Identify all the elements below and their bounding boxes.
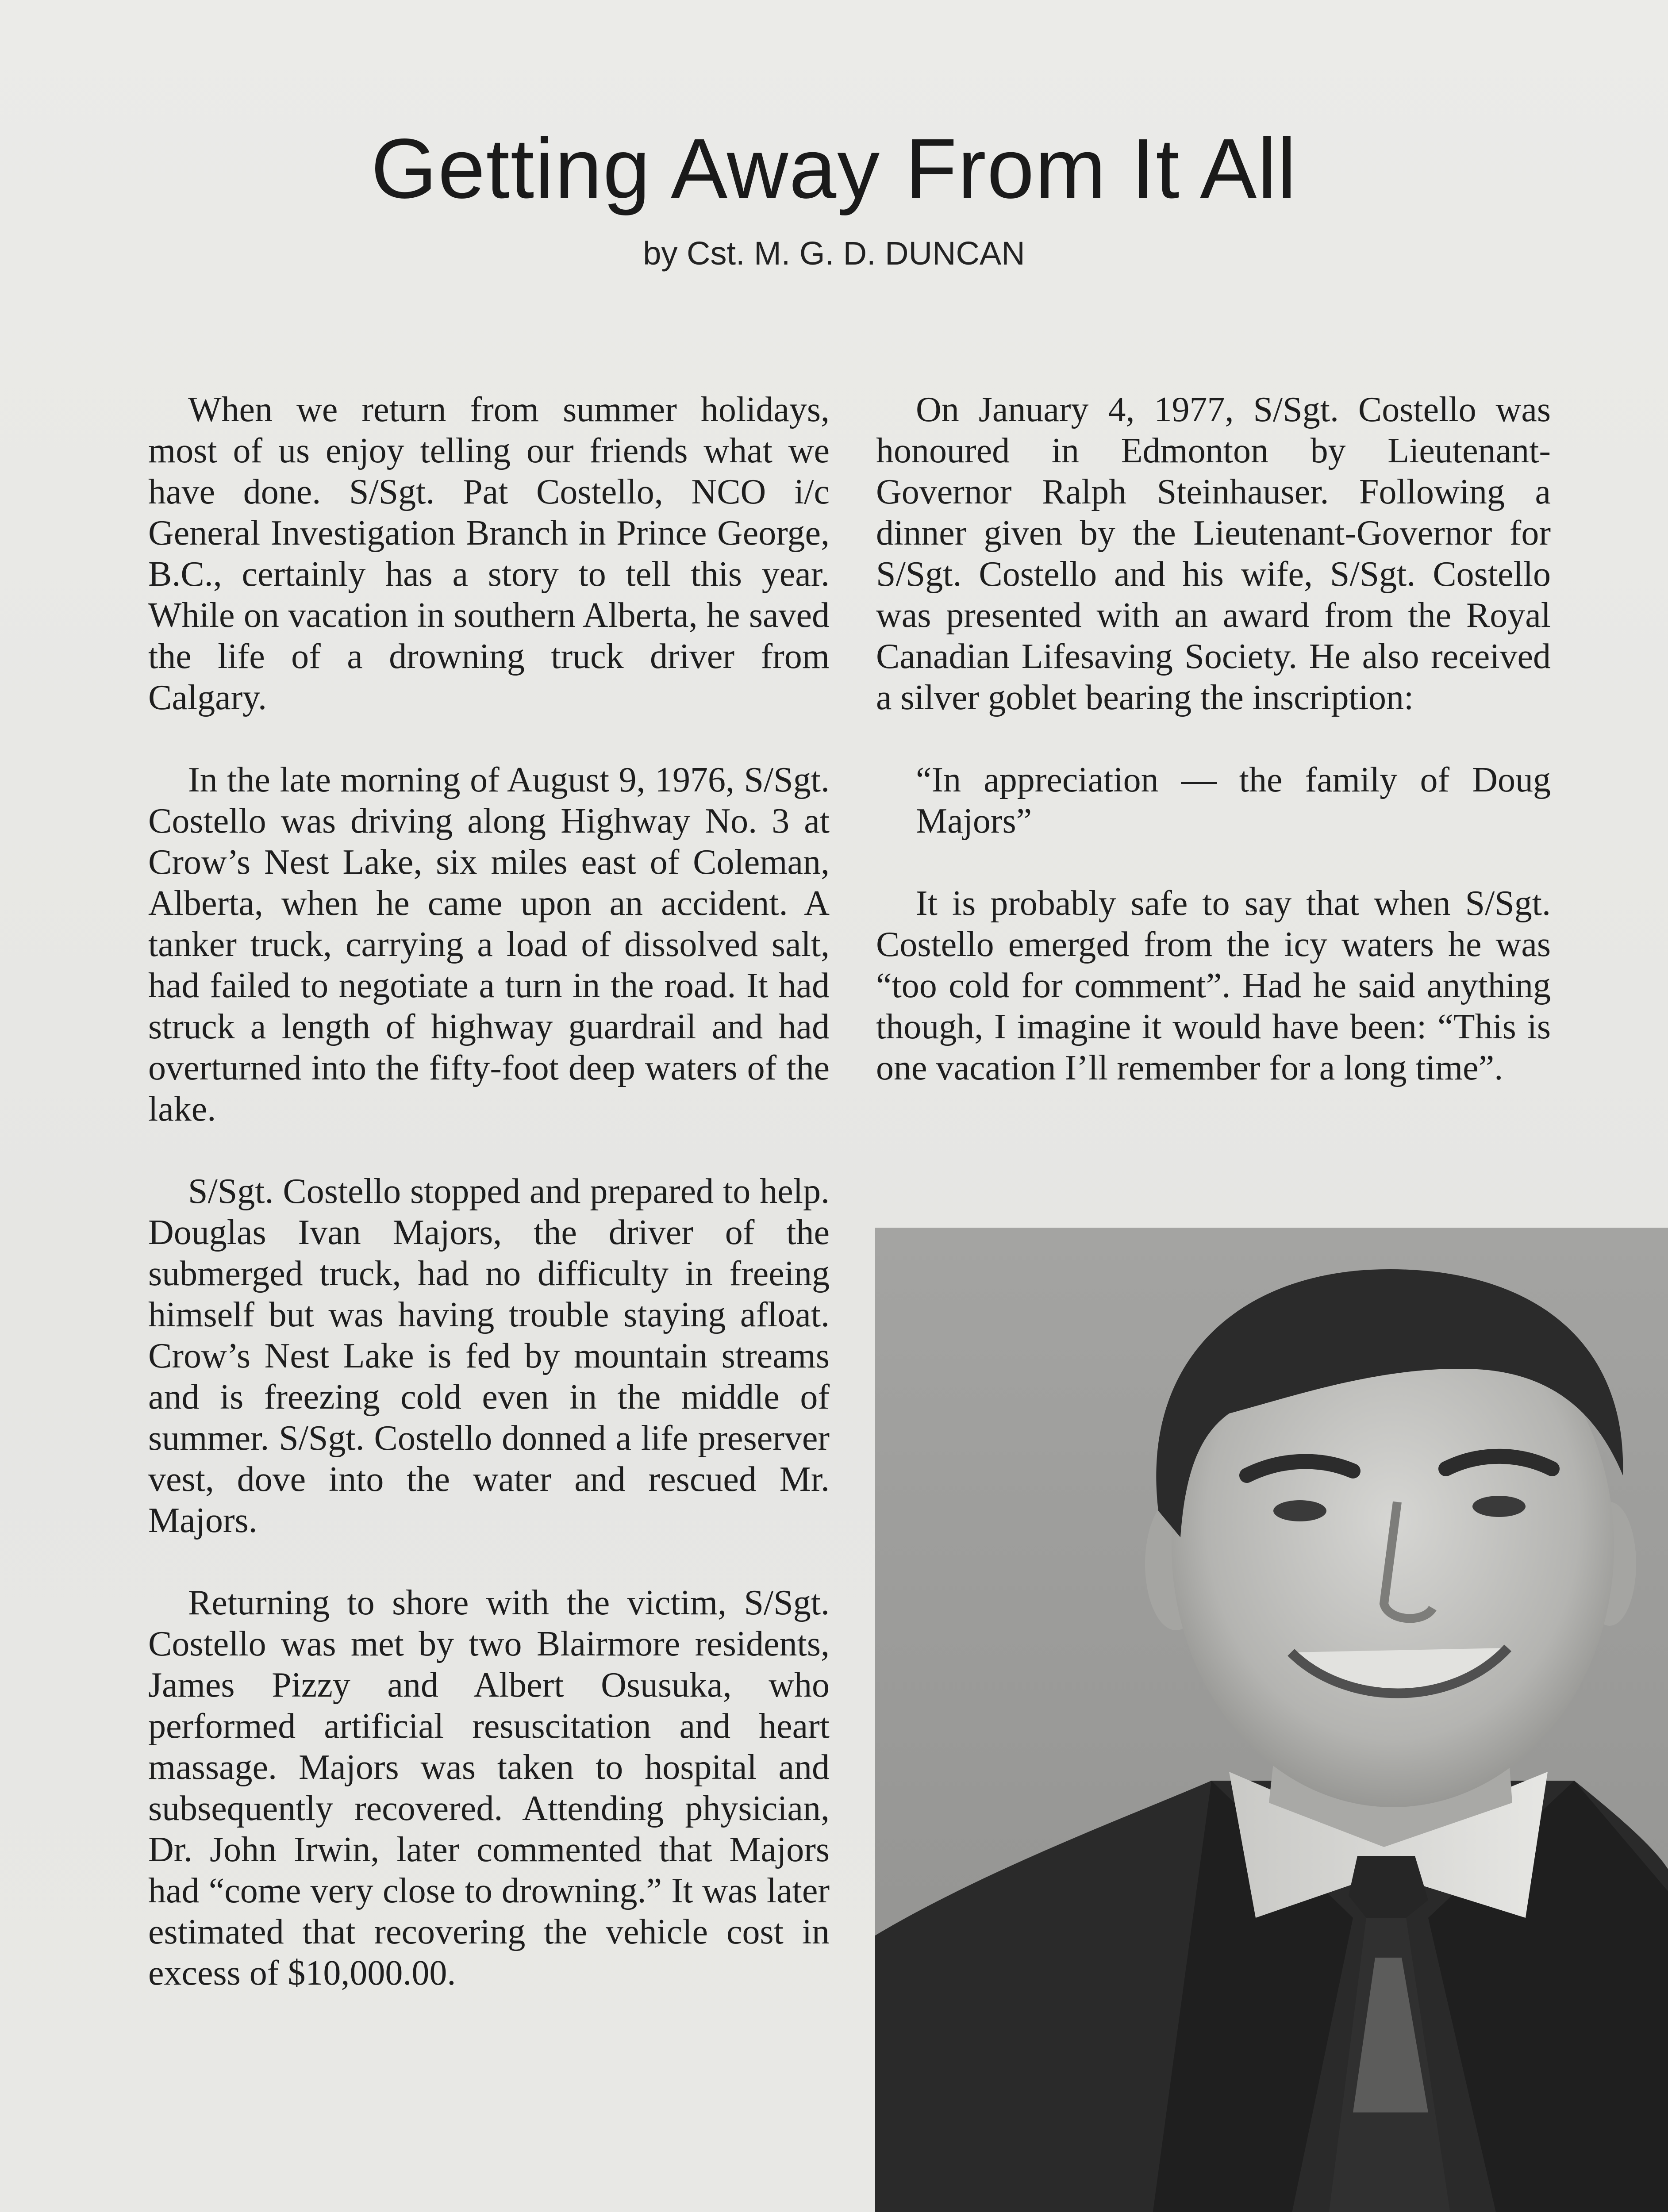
paragraph-closing: It is probably safe to say that when S/Sgt. Costello emerged from the icy waters he was “too cold for comment”. Had he said anything though, I imagine it would have been: “This is one vacation I’ll remember for a long time”. <box>876 884 1551 1087</box>
article-title: Getting Away From It All <box>371 121 1297 216</box>
paragraph-accident: In the late morning of August 9, 1976, S/Sgt. Costello was driving along Highway No. 3 at Crow’s Nest Lake, six miles east of Coleman, Alberta, when he came upon an accident. A tanker truck, carrying a load of dissolved salt, had failed to negotiate a turn in the road. It had struck a length of highway guardrail and had overturned into the fifty-foot deep waters of the lake. <box>148 760 830 1129</box>
right-column <box>876 389 1551 1089</box>
paragraph-rescue: S/Sgt. Costello stopped and prepared to help. Douglas Ivan Majors, the driver of the submerged truck, had no difficulty in freeing himself but was having trouble staying afloat. Crow’s Nest Lake is fed by mountain streams and is freezing cold even in the middle of summer. S/Sgt. Costello donned a life preserver vest, dove into the water and rescued Mr. Majors. <box>148 1172 830 1540</box>
paragraph-honour: On January 4, 1977, S/Sgt. Costello was honoured in Edmonton by Lieutenant-Governor Ralph Steinhauser. Following a dinner given by the Lieutenant-Governor for S/Sgt. Costello and his wife, S/Sgt. Costello was presented with an award from the Royal Canadian Lifesaving Society. He also received a silver goblet bearing the inscription: <box>876 390 1551 717</box>
left-column <box>148 389 830 1994</box>
paragraph-intro: When we return from summer holidays, most of us enjoy telling our friends what we have done. S/Sgt. Pat Costello, NCO i/c General Investigation Branch in Prince George, B.C., certainly has a story to tell this year. While on vacation in southern Alberta, he saved the life of a drowning truck driver from Calgary. <box>148 390 830 717</box>
article-byline: by Cst. M. G. D. DUNCAN <box>643 235 1025 272</box>
goblet-inscription-quote: “In appreciation — the family of Doug Majors” <box>916 760 1551 841</box>
portrait-illustration <box>875 1228 1668 2212</box>
paragraph-recovery: Returning to shore with the victim, S/Sgt. Costello was met by two Blairmore residents, James Pizzy and Albert Osusuka, who performed artificial resuscitation and heart massage. Majors was taken to hospital and subsequently recovered. Attending physician, Dr. John Irwin, later commented that Majors had “come very close to drowning.” It was later estimated that recovering the vehicle cost in excess of $10,000.00. <box>148 1583 830 1993</box>
portrait-photo <box>875 1228 1668 2212</box>
